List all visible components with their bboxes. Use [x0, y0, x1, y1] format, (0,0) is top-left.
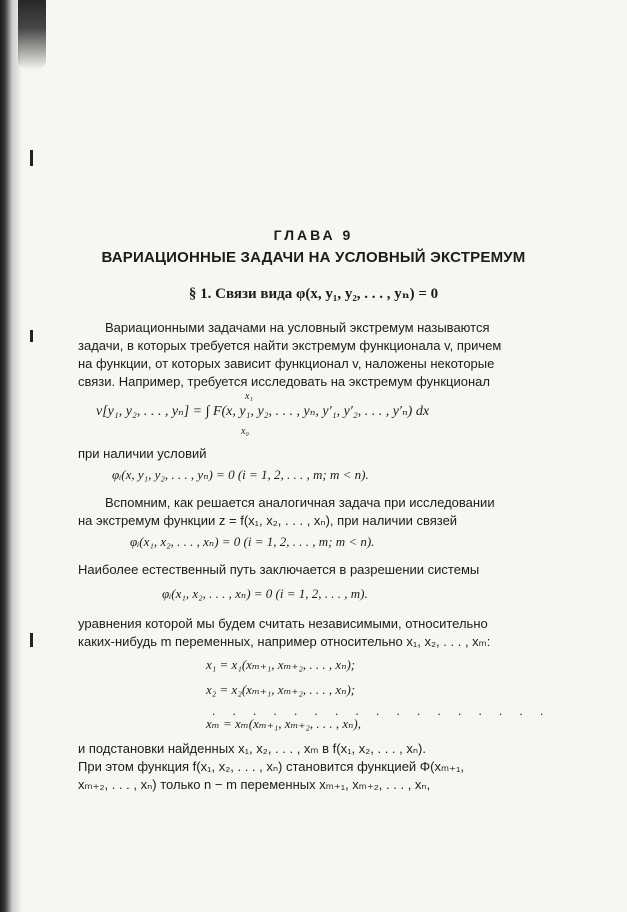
integral-lower-limit: x₀	[241, 426, 249, 437]
paragraph-line: и подстановки найденных x₁, x₂, . . . , xₘ в f(x₁, x₂, . . . , xₙ).	[78, 741, 426, 756]
formula-conditions: φᵢ(x, y₁, y₂, . . . , yₙ) = 0 (i = 1, 2, . . . , m; m < n).	[112, 467, 369, 482]
paragraph-line: на функции, от которых зависит функционал v, наложены некоторые	[78, 356, 495, 371]
natural-way-text: Наиболее естественный путь заключается в разрешении системы	[78, 562, 480, 577]
section-heading: § 1. Связи вида φ(x, y₁, y₂, . . . , yₙ) = 0	[188, 286, 439, 302]
margin-mark	[30, 633, 33, 647]
solution-line: x₁ = x₁(xₘ₊₁, xₘ₊₂, . . . , xₙ);	[206, 657, 356, 672]
paragraph-line: уравнения которой мы будем считать независимыми, относительно	[78, 616, 488, 631]
margin-mark	[30, 150, 33, 166]
paragraph-line: на экстремум функции z = f(x₁, x₂, . . . , xₙ), при наличии связей	[78, 513, 458, 528]
integral-upper-limit: x₁	[245, 391, 253, 402]
paragraph-line: Вспомним, как решается аналогичная задача при исследовании	[105, 495, 495, 510]
conditions-text: при наличии условий	[78, 446, 207, 461]
scan-top-shadow	[18, 0, 46, 70]
paragraph-line: каких-нибудь m переменных, например относительно x₁, x₂, . . . , xₘ:	[78, 634, 491, 649]
margin-mark	[30, 330, 33, 342]
formula-system: φᵢ(x₁, x₂, . . . , xₙ) = 0 (i = 1, 2, . . . , m).	[162, 586, 368, 601]
scan-edge-shadow	[0, 0, 22, 912]
chapter-title: ВАРИАЦИОННЫЕ ЗАДАЧИ НА УСЛОВНЫЙ ЭКСТРЕМУМ	[101, 249, 526, 266]
formula-constraints: φᵢ(x₁, x₂, . . . , xₙ) = 0 (i = 1, 2, . . . , m; m < n).	[130, 534, 375, 549]
paragraph-line: Вариационными задачами на условный экстремум называются	[105, 320, 490, 335]
solution-ellipsis: . . . . . . . . . . . . . . . . .	[212, 703, 551, 718]
paragraph-line: xₘ₊₂, . . . , xₙ) только n − m переменных xₘ₊₁, xₘ₊₂, . . . , xₙ,	[78, 777, 431, 792]
paragraph-line: задачи, в которых требуется найти экстремум функционала v, причем	[78, 338, 502, 353]
solution-line: xₘ = xₘ(xₘ₊₁, xₘ₊₂, . . . , xₙ),	[206, 716, 361, 731]
paragraph-line: связи. Например, требуется исследовать на экстремум функционал	[78, 374, 490, 389]
formula-functional: v[y₁, y₂, . . . , yₙ] = ∫ F(x, y₁, y₂, . . . , yₙ, y′₁, y′₂, . . . , y′ₙ) dx	[96, 404, 430, 419]
solution-line: x₂ = x₂(xₘ₊₁, xₘ₊₂, . . . , xₙ);	[206, 682, 356, 697]
chapter-heading: ГЛАВА 9	[273, 227, 354, 243]
paragraph-line: При этом функция f(x₁, x₂, . . . , xₙ) становится функцией Φ(xₘ₊₁,	[78, 759, 464, 774]
